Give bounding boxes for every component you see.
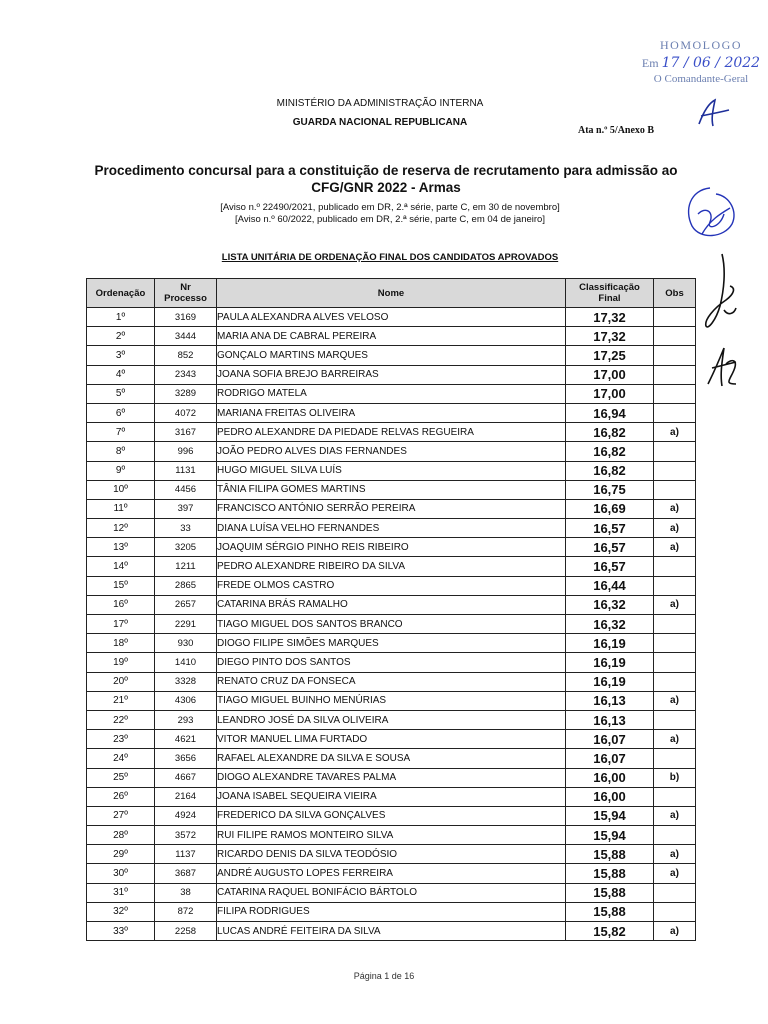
table-row xyxy=(87,423,696,442)
table-row xyxy=(87,461,696,480)
candidates-table xyxy=(86,278,696,941)
processo-cell: 4072 xyxy=(155,403,217,422)
obs-cell: a) xyxy=(654,922,696,941)
ordenacao-cell: 24º xyxy=(87,749,155,768)
processo-cell: 996 xyxy=(155,442,217,461)
processo-cell: 3572 xyxy=(155,826,217,845)
table-row xyxy=(87,730,696,749)
table-row xyxy=(87,576,696,595)
obs-cell: a) xyxy=(654,519,696,538)
ordenacao-cell: 14º xyxy=(87,557,155,576)
stamp-homologo: HOMOLOGO xyxy=(660,38,742,52)
stamp-commander: O Comandante-Geral xyxy=(653,73,749,85)
table-row xyxy=(87,845,696,864)
aviso-line-1: [Aviso n.º 22490/2021, publicado em DR, 2.ª série, parte C, em 30 de novembro] xyxy=(220,202,560,213)
table-row xyxy=(87,710,696,729)
obs-cell: a) xyxy=(654,845,696,864)
classificacao-cell: 16,00 xyxy=(566,768,654,787)
classificacao-cell: 16,19 xyxy=(566,672,654,691)
table-row xyxy=(87,403,696,422)
ordenacao-cell: 1º xyxy=(87,308,155,327)
nome-cell: ANDRÉ AUGUSTO LOPES FERREIRA xyxy=(217,864,566,883)
classificacao-cell: 15,88 xyxy=(566,864,654,883)
table-row xyxy=(87,615,696,634)
col-header-classificacao: Classificação Final xyxy=(566,279,654,308)
ordenacao-cell: 25º xyxy=(87,768,155,787)
nome-cell: JOAQUIM SÉRGIO PINHO REIS RIBEIRO xyxy=(217,538,566,557)
signature-icon xyxy=(700,250,740,336)
processo-cell: 2657 xyxy=(155,595,217,614)
nome-cell: HUGO MIGUEL SILVA LUÍS xyxy=(217,461,566,480)
obs-cell xyxy=(654,902,696,921)
obs-cell: a) xyxy=(654,499,696,518)
classificacao-cell: 16,82 xyxy=(566,442,654,461)
stamp-em-prefix: Em xyxy=(641,56,659,70)
nome-cell: GONÇALO MARTINS MARQUES xyxy=(217,346,566,365)
aviso-line-2: [Aviso n.º 60/2022, publicado em DR, 2.ª série, parte C, em 04 de janeiro] xyxy=(235,214,545,225)
col-header-nome: Nome xyxy=(217,279,566,308)
obs-cell xyxy=(654,384,696,403)
processo-cell: 2258 xyxy=(155,922,217,941)
table-row xyxy=(87,749,696,768)
ordenacao-cell: 3º xyxy=(87,346,155,365)
processo-cell: 397 xyxy=(155,499,217,518)
nome-cell: VITOR MANUEL LIMA FURTADO xyxy=(217,730,566,749)
processo-cell: 4621 xyxy=(155,730,217,749)
processo-cell: 1131 xyxy=(155,461,217,480)
approval-stamp xyxy=(636,38,766,85)
classificacao-cell: 16,57 xyxy=(566,538,654,557)
ordenacao-cell: 12º xyxy=(87,519,155,538)
processo-cell: 1211 xyxy=(155,557,217,576)
processo-cell: 3289 xyxy=(155,384,217,403)
ordenacao-cell: 29º xyxy=(87,845,155,864)
nome-cell: DIOGO ALEXANDRE TAVARES PALMA xyxy=(217,768,566,787)
obs-cell xyxy=(654,461,696,480)
nome-cell: TIAGO MIGUEL DOS SANTOS BRANCO xyxy=(217,615,566,634)
table-row xyxy=(87,864,696,883)
classificacao-cell: 16,44 xyxy=(566,576,654,595)
table-row xyxy=(87,883,696,902)
nome-cell: MARIANA FREITAS OLIVEIRA xyxy=(217,403,566,422)
processo-cell: 2291 xyxy=(155,615,217,634)
processo-cell: 3328 xyxy=(155,672,217,691)
commander-signature-icon xyxy=(693,98,733,130)
processo-cell: 4306 xyxy=(155,691,217,710)
nome-cell: MARIA ANA DE CABRAL PEREIRA xyxy=(217,327,566,346)
classificacao-cell: 16,19 xyxy=(566,634,654,653)
table-row xyxy=(87,442,696,461)
classificacao-cell: 16,19 xyxy=(566,653,654,672)
gnr-name: GUARDA NACIONAL REPUBLICANA xyxy=(292,117,468,128)
ordenacao-cell: 32º xyxy=(87,902,155,921)
ordenacao-cell: 11º xyxy=(87,499,155,518)
nome-cell: JOANA ISABEL SEQUEIRA VIEIRA xyxy=(217,787,566,806)
nome-cell: LUCAS ANDRÉ FEITEIRA DA SILVA xyxy=(217,922,566,941)
table-row xyxy=(87,653,696,672)
table-row xyxy=(87,365,696,384)
processo-cell: 930 xyxy=(155,634,217,653)
processo-cell: 38 xyxy=(155,883,217,902)
classificacao-cell: 15,88 xyxy=(566,845,654,864)
ordenacao-cell: 22º xyxy=(87,710,155,729)
obs-cell xyxy=(654,327,696,346)
ordenacao-cell: 13º xyxy=(87,538,155,557)
ordenacao-cell: 28º xyxy=(87,826,155,845)
nome-cell: TÂNIA FILIPA GOMES MARTINS xyxy=(217,480,566,499)
processo-cell: 3444 xyxy=(155,327,217,346)
classificacao-cell: 16,75 xyxy=(566,480,654,499)
classificacao-cell: 17,32 xyxy=(566,327,654,346)
ordenacao-cell: 27º xyxy=(87,806,155,825)
ordenacao-cell: 16º xyxy=(87,595,155,614)
classificacao-cell: 16,00 xyxy=(566,787,654,806)
obs-cell: a) xyxy=(654,864,696,883)
obs-cell xyxy=(654,615,696,634)
classificacao-cell: 16,82 xyxy=(566,423,654,442)
ordenacao-cell: 7º xyxy=(87,423,155,442)
nome-cell: DIOGO FILIPE SIMÕES MARQUES xyxy=(217,634,566,653)
processo-cell: 3205 xyxy=(155,538,217,557)
processo-cell: 2865 xyxy=(155,576,217,595)
obs-cell: a) xyxy=(654,730,696,749)
nome-cell: JOÃO PEDRO ALVES DIAS FERNANDES xyxy=(217,442,566,461)
ordenacao-cell: 2º xyxy=(87,327,155,346)
processo-cell: 4456 xyxy=(155,480,217,499)
table-row xyxy=(87,499,696,518)
nome-cell: DIANA LUÍSA VELHO FERNANDES xyxy=(217,519,566,538)
table-row xyxy=(87,595,696,614)
nome-cell: DIEGO PINTO DOS SANTOS xyxy=(217,653,566,672)
nome-cell: RUI FILIPE RAMOS MONTEIRO SILVA xyxy=(217,826,566,845)
obs-cell xyxy=(654,634,696,653)
obs-cell: b) xyxy=(654,768,696,787)
ordenacao-cell: 21º xyxy=(87,691,155,710)
table-row xyxy=(87,327,696,346)
ordenacao-cell: 31º xyxy=(87,883,155,902)
processo-cell: 4924 xyxy=(155,806,217,825)
classificacao-cell: 16,82 xyxy=(566,461,654,480)
ordenacao-cell: 30º xyxy=(87,864,155,883)
classificacao-cell: 16,07 xyxy=(566,730,654,749)
processo-cell: 33 xyxy=(155,519,217,538)
obs-cell xyxy=(654,442,696,461)
table-row xyxy=(87,691,696,710)
classificacao-cell: 16,32 xyxy=(566,615,654,634)
obs-cell xyxy=(654,710,696,729)
nome-cell: RODRIGO MATELA xyxy=(217,384,566,403)
obs-cell xyxy=(654,883,696,902)
nome-cell: JOANA SOFIA BREJO BARREIRAS xyxy=(217,365,566,384)
table-row xyxy=(87,538,696,557)
table-row xyxy=(87,557,696,576)
obs-cell xyxy=(654,787,696,806)
ordenacao-cell: 9º xyxy=(87,461,155,480)
document-title: Procedimento concursal para a constituição de reserva de recrutamento para admissão ao CFG/GNR 2022 - Armas xyxy=(94,163,678,195)
classificacao-cell: 16,13 xyxy=(566,710,654,729)
nome-cell: FILIPA RODRIGUES xyxy=(217,902,566,921)
nome-cell: RENATO CRUZ DA FONSECA xyxy=(217,672,566,691)
classificacao-cell: 16,13 xyxy=(566,691,654,710)
obs-cell: a) xyxy=(654,538,696,557)
obs-cell xyxy=(654,576,696,595)
obs-cell xyxy=(654,308,696,327)
table-row xyxy=(87,902,696,921)
ordenacao-cell: 15º xyxy=(87,576,155,595)
obs-cell xyxy=(654,365,696,384)
table-row xyxy=(87,346,696,365)
nome-cell: FRANCISCO ANTÓNIO SERRÃO PEREIRA xyxy=(217,499,566,518)
classificacao-cell: 16,57 xyxy=(566,557,654,576)
table-row xyxy=(87,826,696,845)
table-row xyxy=(87,787,696,806)
classificacao-cell: 16,32 xyxy=(566,595,654,614)
obs-cell xyxy=(654,403,696,422)
ministry-name: MINISTÉRIO DA ADMINISTRAÇÃO INTERNA xyxy=(276,98,484,109)
ordenacao-cell: 23º xyxy=(87,730,155,749)
col-header-processo: Nr Processo xyxy=(155,279,217,308)
table-row xyxy=(87,806,696,825)
obs-cell: a) xyxy=(654,691,696,710)
table-row xyxy=(87,922,696,941)
processo-cell: 1137 xyxy=(155,845,217,864)
ordenacao-cell: 17º xyxy=(87,615,155,634)
classificacao-cell: 17,25 xyxy=(566,346,654,365)
processo-cell: 293 xyxy=(155,710,217,729)
table-row xyxy=(87,768,696,787)
classificacao-cell: 17,00 xyxy=(566,365,654,384)
obs-cell: a) xyxy=(654,595,696,614)
obs-cell xyxy=(654,346,696,365)
nome-cell: CATARINA RAQUEL BONIFÁCIO BÁRTOLO xyxy=(217,883,566,902)
obs-cell xyxy=(654,557,696,576)
classificacao-cell: 17,00 xyxy=(566,384,654,403)
nome-cell: RICARDO DENIS DA SILVA TEODÓSIO xyxy=(217,845,566,864)
ordenacao-cell: 19º xyxy=(87,653,155,672)
aviso-references xyxy=(140,202,640,226)
classificacao-cell: 15,88 xyxy=(566,883,654,902)
processo-cell: 2343 xyxy=(155,365,217,384)
nome-cell: RAFAEL ALEXANDRE DA SILVA E SOUSA xyxy=(217,749,566,768)
classificacao-cell: 17,32 xyxy=(566,308,654,327)
obs-cell xyxy=(654,480,696,499)
processo-cell: 1410 xyxy=(155,653,217,672)
col-header-ordenacao: Ordenação xyxy=(87,279,155,308)
ordenacao-cell: 4º xyxy=(87,365,155,384)
ordenacao-cell: 20º xyxy=(87,672,155,691)
classificacao-cell: 15,82 xyxy=(566,922,654,941)
table-row xyxy=(87,672,696,691)
table-row xyxy=(87,384,696,403)
signature-icon xyxy=(702,344,742,390)
classificacao-cell: 16,07 xyxy=(566,749,654,768)
table-row xyxy=(87,519,696,538)
nome-cell: FREDE OLMOS CASTRO xyxy=(217,576,566,595)
ordenacao-cell: 10º xyxy=(87,480,155,499)
page-number: Página 1 de 16 xyxy=(353,971,415,981)
nome-cell: TIAGO MIGUEL BUINHO MENÚRIAS xyxy=(217,691,566,710)
processo-cell: 3167 xyxy=(155,423,217,442)
ata-reference: Ata n.º 5/Anexo B xyxy=(578,125,655,136)
obs-cell xyxy=(654,672,696,691)
processo-cell: 2164 xyxy=(155,787,217,806)
ordenacao-cell: 33º xyxy=(87,922,155,941)
processo-cell: 872 xyxy=(155,902,217,921)
ordenacao-cell: 5º xyxy=(87,384,155,403)
obs-cell xyxy=(654,653,696,672)
obs-cell: a) xyxy=(654,806,696,825)
table-row xyxy=(87,308,696,327)
obs-cell xyxy=(654,749,696,768)
processo-cell: 3656 xyxy=(155,749,217,768)
stamp-handwritten-date: 17 / 06 / 2022 xyxy=(661,55,761,71)
nome-cell: PAULA ALEXANDRA ALVES VELOSO xyxy=(217,308,566,327)
col-header-obs: Obs xyxy=(654,279,696,308)
table-row xyxy=(87,634,696,653)
classificacao-cell: 15,94 xyxy=(566,806,654,825)
classificacao-cell: 16,69 xyxy=(566,499,654,518)
nome-cell: CATARINA BRÁS RAMALHO xyxy=(217,595,566,614)
nome-cell: FREDERICO DA SILVA GONÇALVES xyxy=(217,806,566,825)
ordenacao-cell: 6º xyxy=(87,403,155,422)
classificacao-cell: 15,88 xyxy=(566,902,654,921)
obs-cell xyxy=(654,826,696,845)
list-title: LISTA UNITÁRIA DE ORDENAÇÃO FINAL DOS CANDIDATOS APROVADOS xyxy=(221,252,559,263)
processo-cell: 3169 xyxy=(155,308,217,327)
table-row xyxy=(87,480,696,499)
stamp-date xyxy=(636,55,766,71)
nome-cell: LEANDRO JOSÉ DA SILVA OLIVEIRA xyxy=(217,710,566,729)
nome-cell: PEDRO ALEXANDRE DA PIEDADE RELVAS REGUEIRA xyxy=(217,423,566,442)
classificacao-cell: 15,94 xyxy=(566,826,654,845)
classificacao-cell: 16,94 xyxy=(566,403,654,422)
classificacao-cell: 16,57 xyxy=(566,519,654,538)
processo-cell: 3687 xyxy=(155,864,217,883)
ordenacao-cell: 26º xyxy=(87,787,155,806)
processo-cell: 4667 xyxy=(155,768,217,787)
ordenacao-cell: 8º xyxy=(87,442,155,461)
obs-cell: a) xyxy=(654,423,696,442)
table-header-row xyxy=(87,279,696,308)
processo-cell: 852 xyxy=(155,346,217,365)
nome-cell: PEDRO ALEXANDRE RIBEIRO DA SILVA xyxy=(217,557,566,576)
ordenacao-cell: 18º xyxy=(87,634,155,653)
